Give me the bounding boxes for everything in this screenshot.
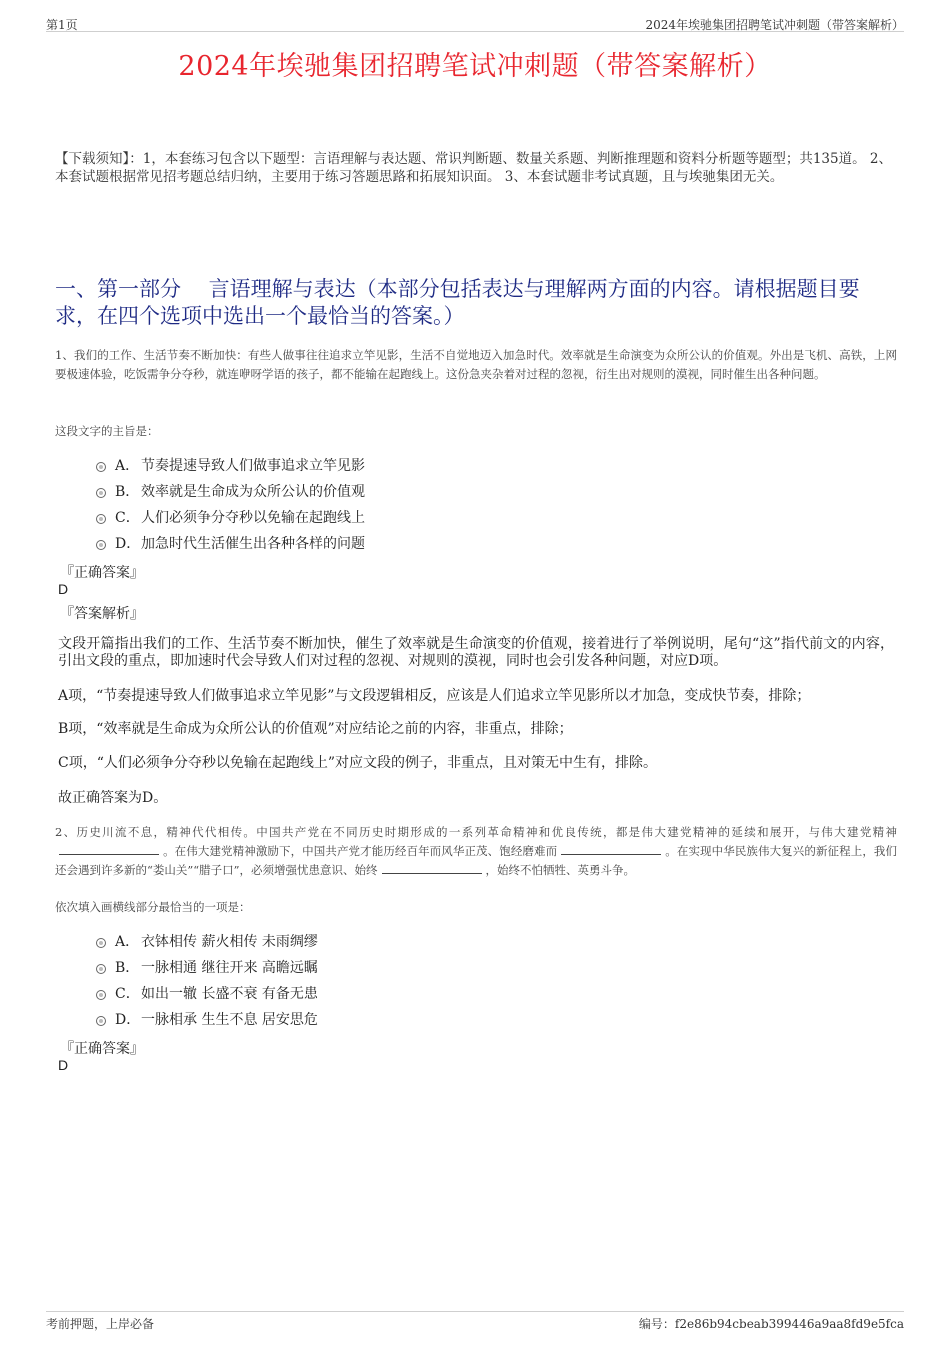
question-1-option-a[interactable] — [96, 452, 365, 478]
question-2-text-part: 。在实现中华民族伟大复兴的新征程上，我们还会遇到许多新的“娄山关”“腊子口”，必须增强忧患意识、始终 — [55, 844, 898, 877]
question-2-answer-label: 『正确答案』 — [60, 1041, 144, 1057]
option-text: 节奏提速导致人们做事追求立竿见影 — [141, 458, 365, 474]
header-doc-title: 2024年埃驰集团招聘笔试冲刺题（带答案解析） — [645, 18, 904, 32]
radio-button-icon[interactable] — [96, 462, 106, 472]
question-1-options — [96, 452, 365, 556]
option-letter: B． — [115, 484, 140, 500]
page-footer — [46, 1311, 904, 1331]
analysis-paragraph: 文段开篇指出我们的工作、生活节奏不断加快，催生了效率就是生命演变的价值观，接着进行了举例说明，尾句“这”指代前文的内容，引出文段的重点，即加速时代会导致人们对过程的忽视、对规则的漠视，同时也会引发各种问题，对应D项。 — [58, 636, 894, 669]
radio-button-icon[interactable] — [96, 514, 106, 524]
option-text: 一脉相承 生生不息 居安思危 — [141, 1012, 318, 1028]
question-1-answer-label: 『正确答案』 — [60, 565, 144, 581]
question-2-option-d[interactable] — [96, 1006, 318, 1032]
page-header — [46, 14, 904, 32]
option-text: 衣钵相传 薪火相传 未雨绸缪 — [141, 934, 318, 950]
option-text: 效率就是生命成为众所公认的价值观 — [141, 484, 365, 500]
option-text: 一脉相通 继往开来 高瞻远瞩 — [141, 960, 318, 976]
section-title: 一、第一部分 言语理解与表达（本部分包括表达与理解两方面的内容。请根据题目要求，在四个选项中选出一个最恰当的答案。） — [55, 277, 860, 328]
question-1-prompt: 这段文字的主旨是： — [55, 424, 159, 438]
question-2-text-part: 。在伟大建党精神激励下，中国共产党才能历经百年而风华正茂、饱经磨难而 — [163, 844, 558, 858]
question-2-text-part: 2、历史川流不息，精神代代相传。中国共产党在不同历史时期形成的一系列革命精神和优良传统，都是伟大建党精神的延续和展开，与伟大建党精神 — [55, 825, 897, 839]
option-letter: A． — [115, 934, 140, 950]
option-text: 加急时代生活催生出各种各样的问题 — [141, 536, 365, 552]
footer-slogan: 考前押题，上岸必备 — [46, 1317, 155, 1331]
page-number: 第1页 — [46, 18, 78, 32]
option-letter: C． — [115, 986, 140, 1002]
option-letter: D． — [115, 1012, 141, 1028]
analysis-paragraph: C项，“人们必须争分夺秒以免输在起跑线上”对应文段的例子，非重点，且对策无中生有，排除。 — [58, 755, 658, 771]
option-letter: D． — [115, 536, 141, 552]
question-2-text — [55, 823, 897, 880]
radio-button-icon[interactable] — [96, 938, 106, 948]
analysis-paragraph: 故正确答案为D。 — [58, 790, 168, 806]
question-2-option-a[interactable] — [96, 928, 318, 954]
option-letter: B． — [115, 960, 140, 976]
question-1-text: 1、我们的工作、生活节奏不断加快：有些人做事往往追求立竿见影，生活不自觉地迈入加急时代。效率就是生命演变为众所公认的价值观。外出是飞机、高铁，上网要极速体验，吃饭需争分夺秒，就连咿呀学语的孩子，都不能输在起跑线上。这份急夹杂着对过程的忽视，衍生出对规则的漠视，同时催生出各种问题。 — [55, 348, 897, 381]
download-notice: 【下载须知】：1，本套练习包含以下题型：言语理解与表达题、常识判断题、数量关系题、判断推理题和资料分析题等题型；共135道。 2、本套试题根据常见招考题总结归纳，主要用于练习答题思路和拓展知识面。 3、本套试题非考试真题，且与埃驰集团无关。 — [55, 151, 892, 185]
option-letter: C． — [115, 510, 140, 526]
question-2-option-b[interactable] — [96, 954, 318, 980]
fill-blank — [561, 843, 661, 855]
question-1-analysis-label: 『答案解析』 — [60, 606, 144, 622]
analysis-paragraph: B项，“效率就是生命成为众所公认的价值观”对应结论之前的内容，非重点，排除； — [58, 721, 573, 737]
question-2-option-c[interactable] — [96, 980, 318, 1006]
question-2-text-part: ，始终不怕牺牲、英勇斗争。 — [485, 863, 636, 877]
question-2-options — [96, 928, 318, 1032]
option-text: 人们必须争分夺秒以免输在起跑线上 — [141, 510, 365, 526]
radio-button-icon[interactable] — [96, 990, 106, 1000]
question-1-option-b[interactable] — [96, 478, 365, 504]
fill-blank — [59, 843, 159, 855]
question-1-answer: D — [58, 581, 69, 597]
radio-button-icon[interactable] — [96, 540, 106, 550]
radio-button-icon[interactable] — [96, 488, 106, 498]
option-text: 如出一辙 长盛不衰 有备无患 — [141, 986, 318, 1002]
question-1-option-c[interactable] — [96, 504, 365, 530]
radio-button-icon[interactable] — [96, 964, 106, 974]
document-id: 编号：f2e86b94cbeab399446a9aa8fd9e5fca — [638, 1317, 904, 1331]
document-title: 2024年埃驰集团招聘笔试冲刺题（带答案解析） — [178, 51, 772, 82]
question-2-prompt: 依次填入画横线部分最恰当的一项是： — [55, 900, 251, 914]
option-letter: A． — [115, 458, 140, 474]
question-2-answer: D — [58, 1057, 69, 1073]
question-1-option-d[interactable] — [96, 530, 365, 556]
analysis-paragraph: A项，“节奏提速导致人们做事追求立竿见影”与文段逻辑相反，应该是人们追求立竿见影所以才加急，变成快节奏，排除； — [58, 688, 811, 704]
fill-blank — [382, 862, 482, 874]
radio-button-icon[interactable] — [96, 1016, 106, 1026]
